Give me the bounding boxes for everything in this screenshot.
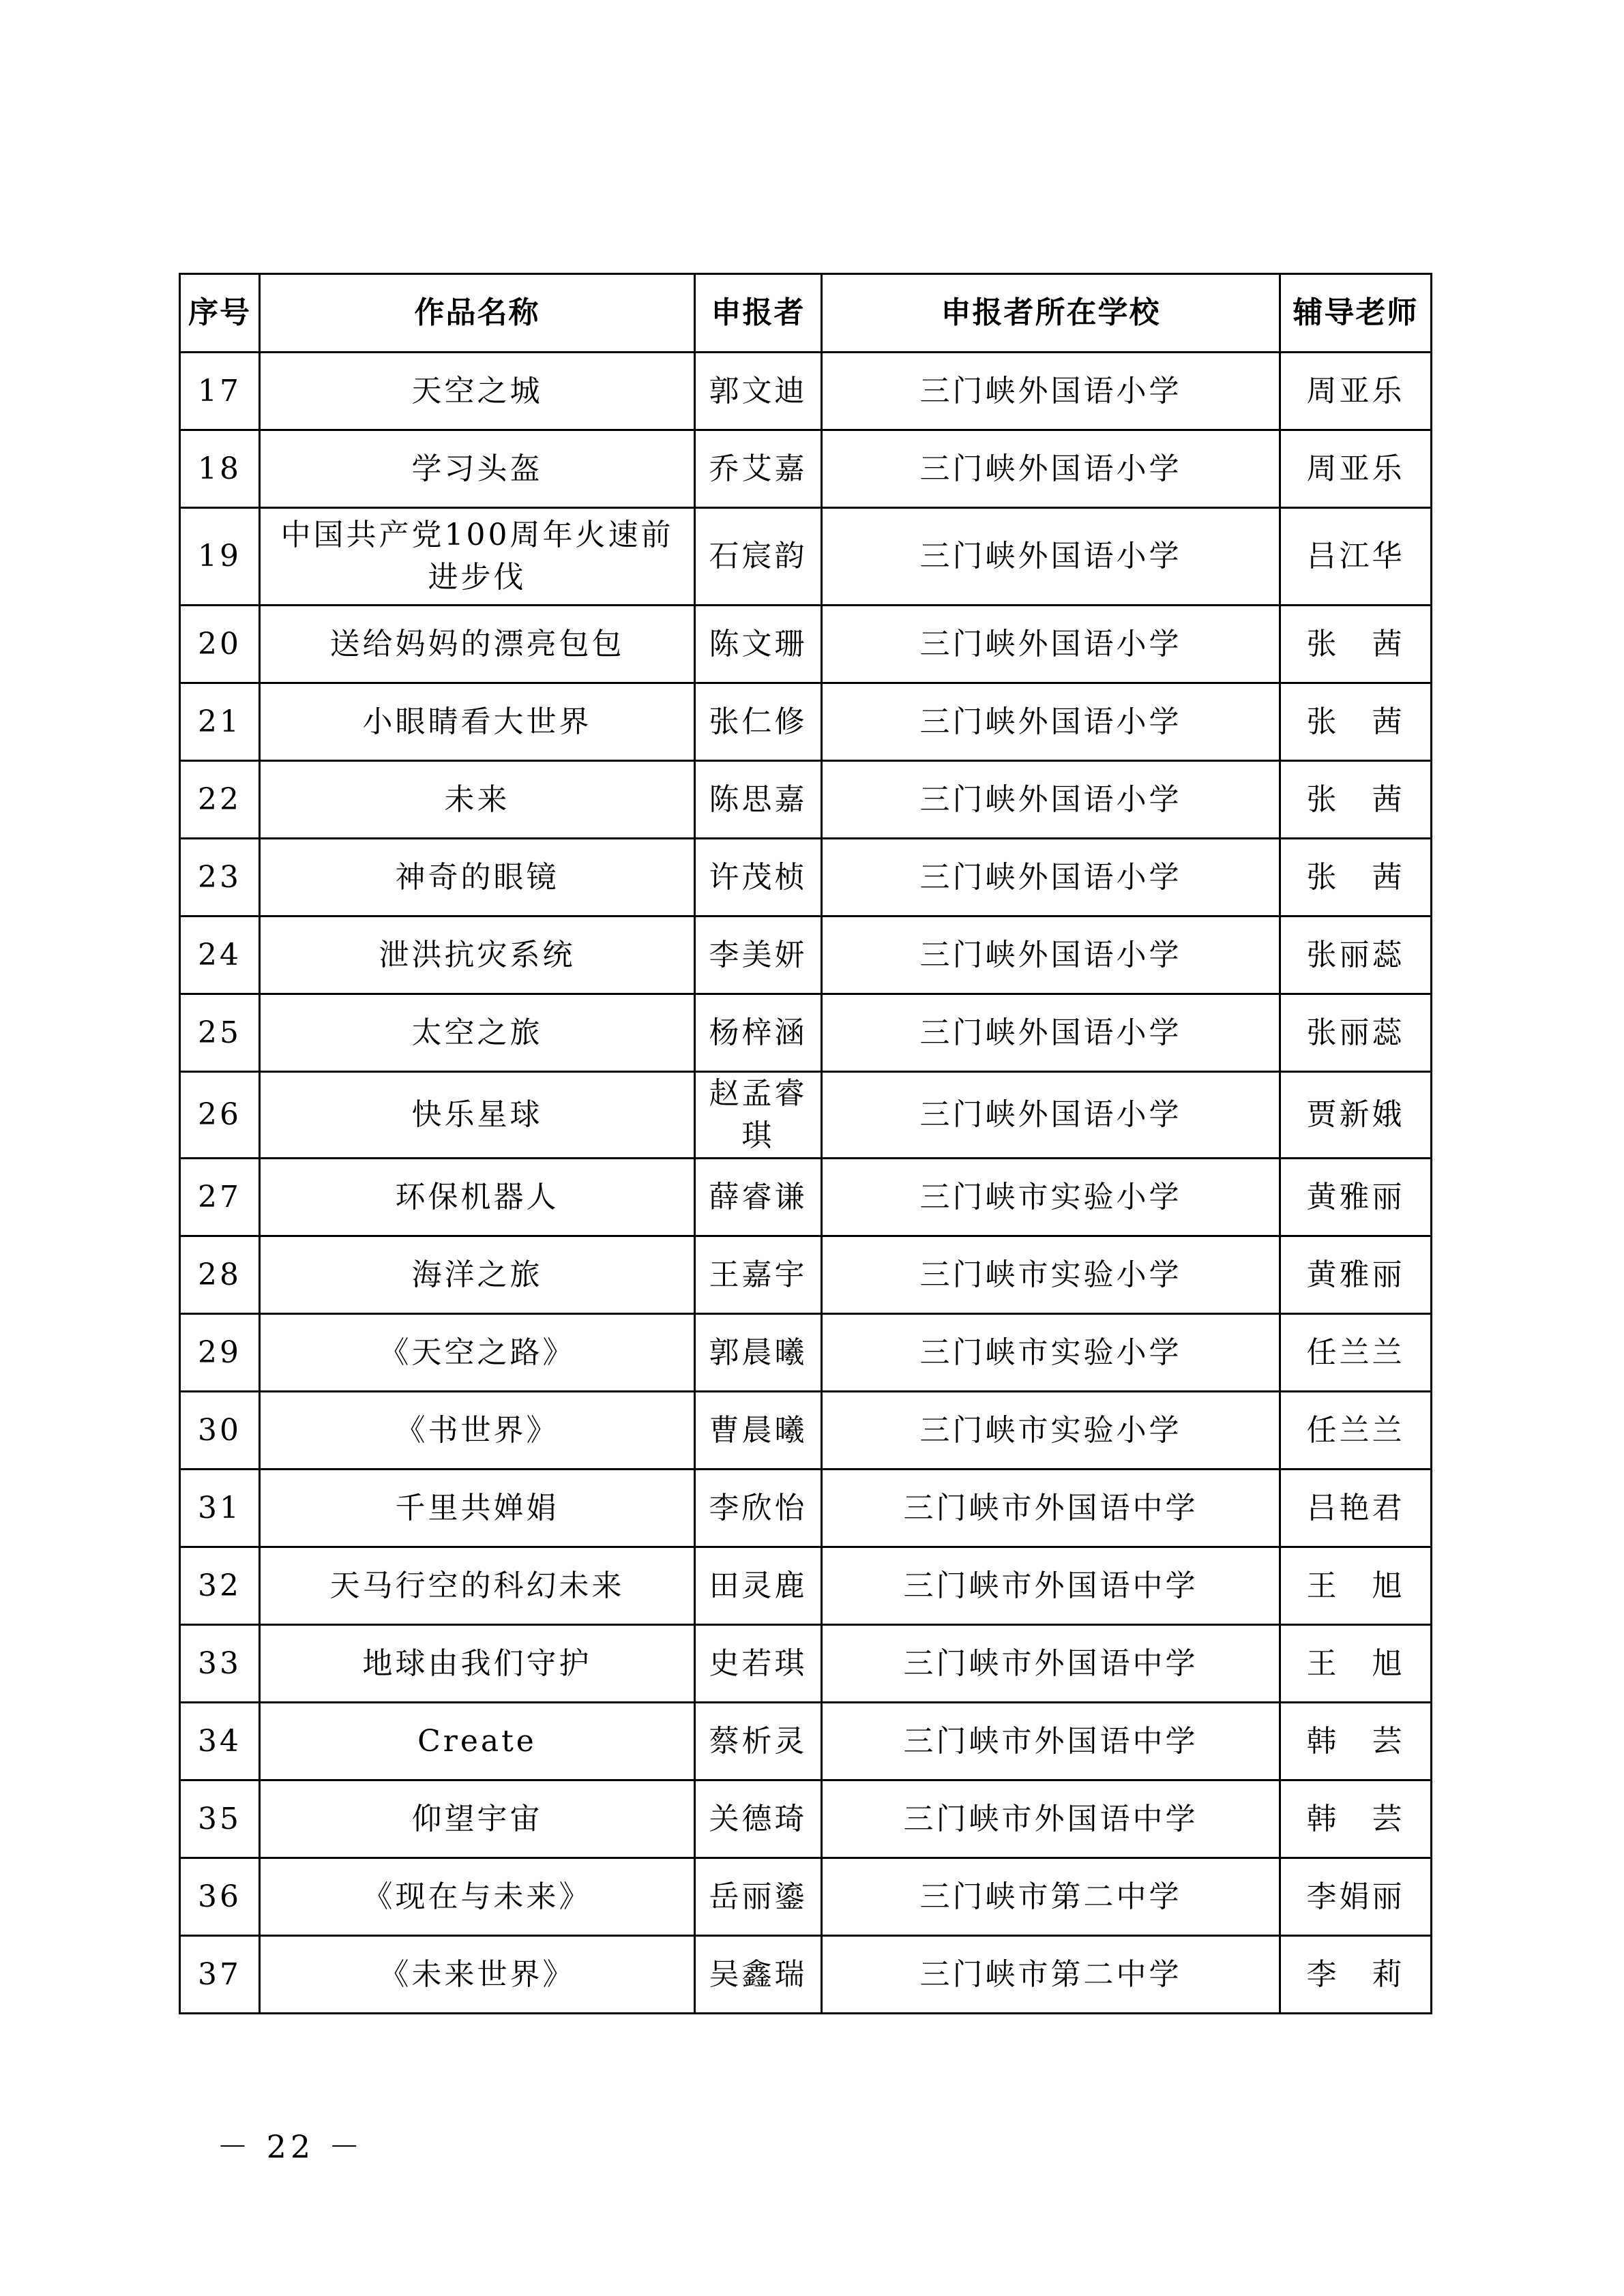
header-teacher: 辅导老师	[1280, 274, 1432, 353]
cell-applicant: 陈思嘉	[695, 761, 822, 839]
table-row	[180, 994, 1432, 1072]
cell-title: 太空之旅	[260, 994, 695, 1072]
cell-school: 三门峡外国语小学	[822, 683, 1280, 761]
cell-school: 三门峡市外国语中学	[822, 1780, 1280, 1858]
cell-applicant: 许茂桢	[695, 839, 822, 916]
cell-school: 三门峡外国语小学	[822, 430, 1280, 508]
cell-applicant: 郭晨曦	[695, 1314, 822, 1392]
cell-title: 未来	[260, 761, 695, 839]
cell-school: 三门峡市外国语中学	[822, 1470, 1280, 1547]
cell-title: 环保机器人	[260, 1159, 695, 1236]
header-no: 序号	[180, 274, 260, 353]
header-title: 作品名称	[260, 274, 695, 353]
cell-school: 三门峡市实验小学	[822, 1314, 1280, 1392]
cell-teacher: 黄雅丽	[1280, 1236, 1432, 1314]
cell-teacher: 贾新娥	[1280, 1072, 1432, 1159]
cell-applicant: 田灵鹿	[695, 1547, 822, 1625]
cell-no: 17	[180, 353, 260, 430]
cell-applicant: 蔡析灵	[695, 1703, 822, 1780]
cell-no: 21	[180, 683, 260, 761]
cell-teacher: 王 旭	[1280, 1547, 1432, 1625]
cell-applicant: 史若琪	[695, 1625, 822, 1703]
cell-title: 千里共婵娟	[260, 1470, 695, 1547]
cell-applicant: 曹晨曦	[695, 1392, 822, 1470]
cell-title: 送给妈妈的漂亮包包	[260, 606, 695, 683]
cell-teacher: 吕江华	[1280, 508, 1432, 606]
cell-applicant: 岳丽鎏	[695, 1858, 822, 1936]
cell-applicant: 赵孟睿琪	[695, 1072, 822, 1159]
cell-no: 20	[180, 606, 260, 683]
table-row	[180, 916, 1432, 994]
table-row	[180, 1547, 1432, 1625]
cell-applicant: 石宸韵	[695, 508, 822, 606]
cell-no: 30	[180, 1392, 260, 1470]
cell-teacher: 韩 芸	[1280, 1780, 1432, 1858]
cell-teacher: 张丽蕊	[1280, 916, 1432, 994]
cell-school: 三门峡外国语小学	[822, 606, 1280, 683]
cell-title: Create	[260, 1703, 695, 1780]
cell-applicant: 吴鑫瑞	[695, 1936, 822, 2014]
cell-title: 神奇的眼镜	[260, 839, 695, 916]
cell-teacher: 周亚乐	[1280, 353, 1432, 430]
table-row	[180, 353, 1432, 430]
table-row	[180, 1936, 1432, 2014]
cell-no: 29	[180, 1314, 260, 1392]
cell-title: 海洋之旅	[260, 1236, 695, 1314]
header-school: 申报者所在学校	[822, 274, 1280, 353]
cell-applicant: 张仁修	[695, 683, 822, 761]
cell-school: 三门峡外国语小学	[822, 353, 1280, 430]
table-row	[180, 1314, 1432, 1392]
table-row	[180, 683, 1432, 761]
cell-school: 三门峡外国语小学	[822, 508, 1280, 606]
cell-no: 18	[180, 430, 260, 508]
cell-applicant: 郭文迪	[695, 353, 822, 430]
cell-title: 《书世界》	[260, 1392, 695, 1470]
table-row	[180, 1470, 1432, 1547]
cell-no: 33	[180, 1625, 260, 1703]
cell-applicant: 李欣怡	[695, 1470, 822, 1547]
cell-no: 31	[180, 1470, 260, 1547]
cell-applicant: 陈文珊	[695, 606, 822, 683]
cell-title: 小眼睛看大世界	[260, 683, 695, 761]
cell-title: 学习头盔	[260, 430, 695, 508]
table-row	[180, 1780, 1432, 1858]
cell-teacher: 韩 芸	[1280, 1703, 1432, 1780]
cell-applicant: 王嘉宇	[695, 1236, 822, 1314]
cell-teacher: 任兰兰	[1280, 1392, 1432, 1470]
cell-school: 三门峡市第二中学	[822, 1858, 1280, 1936]
cell-title: 地球由我们守护	[260, 1625, 695, 1703]
table-row	[180, 1236, 1432, 1314]
cell-applicant: 李美妍	[695, 916, 822, 994]
cell-school: 三门峡市实验小学	[822, 1159, 1280, 1236]
cell-applicant: 关德琦	[695, 1780, 822, 1858]
cell-no: 28	[180, 1236, 260, 1314]
cell-title: 《天空之路》	[260, 1314, 695, 1392]
table-row	[180, 839, 1432, 916]
table-row	[180, 1625, 1432, 1703]
cell-teacher: 任兰兰	[1280, 1314, 1432, 1392]
table-row	[180, 1392, 1432, 1470]
cell-title: 《未来世界》	[260, 1936, 695, 2014]
cell-school: 三门峡市实验小学	[822, 1236, 1280, 1314]
cell-no: 35	[180, 1780, 260, 1858]
table-row	[180, 761, 1432, 839]
header-applicant: 申报者	[695, 274, 822, 353]
cell-title: 天马行空的科幻未来	[260, 1547, 695, 1625]
cell-school: 三门峡外国语小学	[822, 916, 1280, 994]
cell-teacher: 张 茜	[1280, 761, 1432, 839]
cell-school: 三门峡市外国语中学	[822, 1703, 1280, 1780]
cell-no: 24	[180, 916, 260, 994]
cell-school: 三门峡市外国语中学	[822, 1547, 1280, 1625]
cell-no: 19	[180, 508, 260, 606]
page-number: － 22 －	[217, 2128, 364, 2165]
cell-no: 32	[180, 1547, 260, 1625]
table-row	[180, 606, 1432, 683]
cell-teacher: 黄雅丽	[1280, 1159, 1432, 1236]
table-header-row	[180, 274, 1432, 353]
table-row	[180, 430, 1432, 508]
cell-school: 三门峡外国语小学	[822, 761, 1280, 839]
cell-school: 三门峡外国语小学	[822, 1072, 1280, 1159]
cell-school: 三门峡市外国语中学	[822, 1625, 1280, 1703]
cell-teacher: 张 茜	[1280, 683, 1432, 761]
award-list-table	[179, 273, 1432, 2014]
cell-no: 25	[180, 994, 260, 1072]
cell-school: 三门峡市实验小学	[822, 1392, 1280, 1470]
cell-title: 《现在与未来》	[260, 1858, 695, 1936]
cell-title: 泄洪抗灾系统	[260, 916, 695, 994]
cell-title: 仰望宇宙	[260, 1780, 695, 1858]
cell-school: 三门峡外国语小学	[822, 839, 1280, 916]
cell-school: 三门峡外国语小学	[822, 994, 1280, 1072]
cell-no: 36	[180, 1858, 260, 1936]
cell-no: 26	[180, 1072, 260, 1159]
table-body	[180, 353, 1432, 2014]
cell-school: 三门峡市第二中学	[822, 1936, 1280, 2014]
cell-title: 中国共产党100周年火速前进步伐	[260, 508, 695, 606]
cell-applicant: 薛睿谦	[695, 1159, 822, 1236]
table-row	[180, 508, 1432, 606]
cell-no: 34	[180, 1703, 260, 1780]
cell-teacher: 周亚乐	[1280, 430, 1432, 508]
cell-no: 22	[180, 761, 260, 839]
cell-teacher: 吕艳君	[1280, 1470, 1432, 1547]
cell-title: 天空之城	[260, 353, 695, 430]
cell-applicant: 乔艾嘉	[695, 430, 822, 508]
cell-no: 27	[180, 1159, 260, 1236]
cell-teacher: 王 旭	[1280, 1625, 1432, 1703]
cell-title: 快乐星球	[260, 1072, 695, 1159]
cell-teacher: 李 莉	[1280, 1936, 1432, 2014]
table-row	[180, 1159, 1432, 1236]
cell-no: 23	[180, 839, 260, 916]
table-row	[180, 1858, 1432, 1936]
table-row	[180, 1072, 1432, 1159]
cell-teacher: 张 茜	[1280, 606, 1432, 683]
cell-teacher: 张丽蕊	[1280, 994, 1432, 1072]
table-row	[180, 1703, 1432, 1780]
cell-no: 37	[180, 1936, 260, 2014]
cell-teacher: 李娟丽	[1280, 1858, 1432, 1936]
cell-teacher: 张 茜	[1280, 839, 1432, 916]
cell-applicant: 杨梓涵	[695, 994, 822, 1072]
